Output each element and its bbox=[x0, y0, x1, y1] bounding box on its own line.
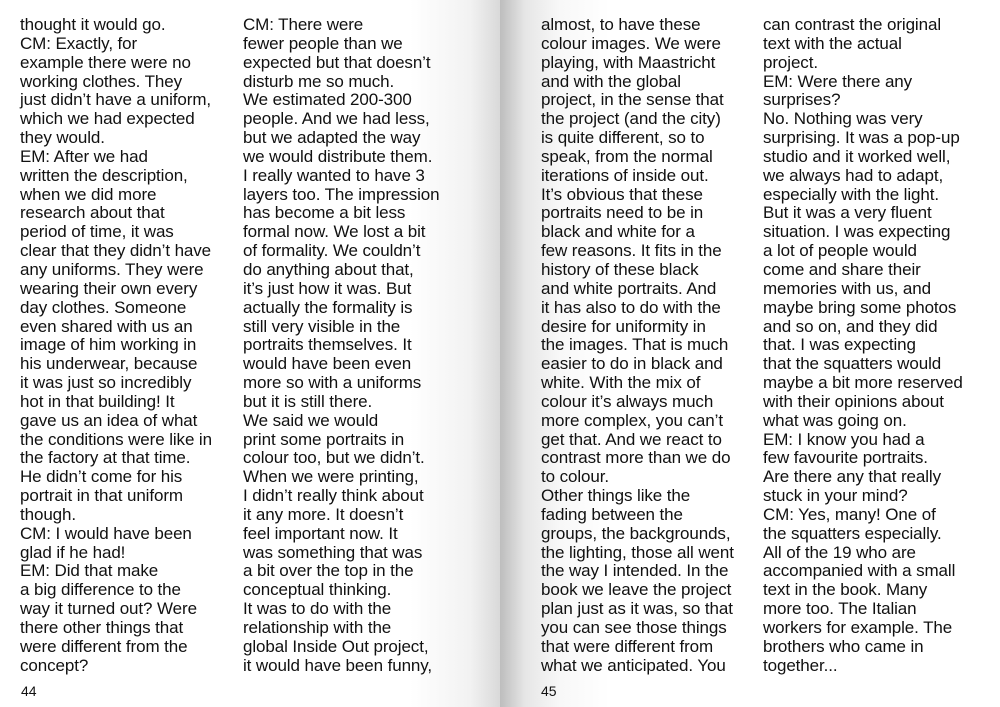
column-text: thought it would go. CM: Exactly, for example there were no working clothes. They just didn’t have a uniform, which we had expected they would. EM: After we had written the description, when we did more research about that period of time, it was clear that they didn’t have any uniforms. They were wearing their own every day clothes. Someone even shared with us an image of him working in his underwear, because it was just so incredibly hot in that building! It gave us an idea of what the conditions were like in the factory at that time. He didn’t come for his portrait in that uniform though. CM: I would have been glad if he had! EM: Did that make a big difference to the way it turned out? Were there other things that were different from the concept? bbox=[20, 15, 212, 675]
text-column bbox=[20, 16, 232, 676]
column-text: can contrast the original text with the actual project. EM: Were there any surprises? No. Nothing was very surprising. It was a pop-up studio and it worked well, we always had to adapt, especially with the light. But it was a very fluent situation. I was expecting a lot of people would come and share their memories with us, and maybe bring some photos and so on, and they did that. I was expecting that the squatters would maybe a bit more reserved with their opinions about what was going on. EM: I know you had a few favourite portraits. Are there any that really stuck in your mind? CM: Yes, many! One of the squatters especially. All of the 19 who are accompanied with a small text in the book. Many more too. The Italian workers for example. The brothers who came in together... bbox=[763, 15, 963, 675]
text-column bbox=[243, 16, 455, 676]
text-column bbox=[763, 16, 975, 676]
column-text: CM: There were fewer people than we expected but that doesn’t disturb me so much. We estimated 200-300 people. And we had less, but we adapted the way we would distribute them. I really wanted to have 3 layers too. The impression has become a bit less formal now. We lost a bit of formality. We couldn’t do anything about that, it’s just how it was. But actually the formality is still very visible in the portraits themselves. It would have been even more so with a uniforms but it is still there. We said we would print some portraits in colour too, but we didn’t. When we were printing, I didn’t really think about it any more. It doesn’t feel important now. It was something that was a bit over the top in the conceptual thinking. It was to do with the relationship with the global Inside Out project, it would have been funny, bbox=[243, 15, 440, 675]
right-page bbox=[500, 0, 1000, 707]
page-number: 45 bbox=[541, 683, 557, 699]
text-column bbox=[541, 16, 753, 676]
column-text: almost, to have these colour images. We were playing, with Maastricht and with the global project, in the sense that the project (and the city) is quite different, so to speak, from the normal iterations of inside out. It’s obvious that these portraits need to be in black and white for a few reasons. It fits in the history of these black and white portraits. And it has also to do with the desire for uniformity in the images. That is much easier to do in black and white. With the mix of colour it’s always much more complex, you can’t get that. And we react to contrast more than we do to colour. Other things like the fading between the groups, the backgrounds, the lighting, those all went the way I intended. In the book we leave the project plan just as it was, so that you can see those things that were different from what we anticipated. You bbox=[541, 15, 734, 675]
page-number: 44 bbox=[21, 683, 37, 699]
